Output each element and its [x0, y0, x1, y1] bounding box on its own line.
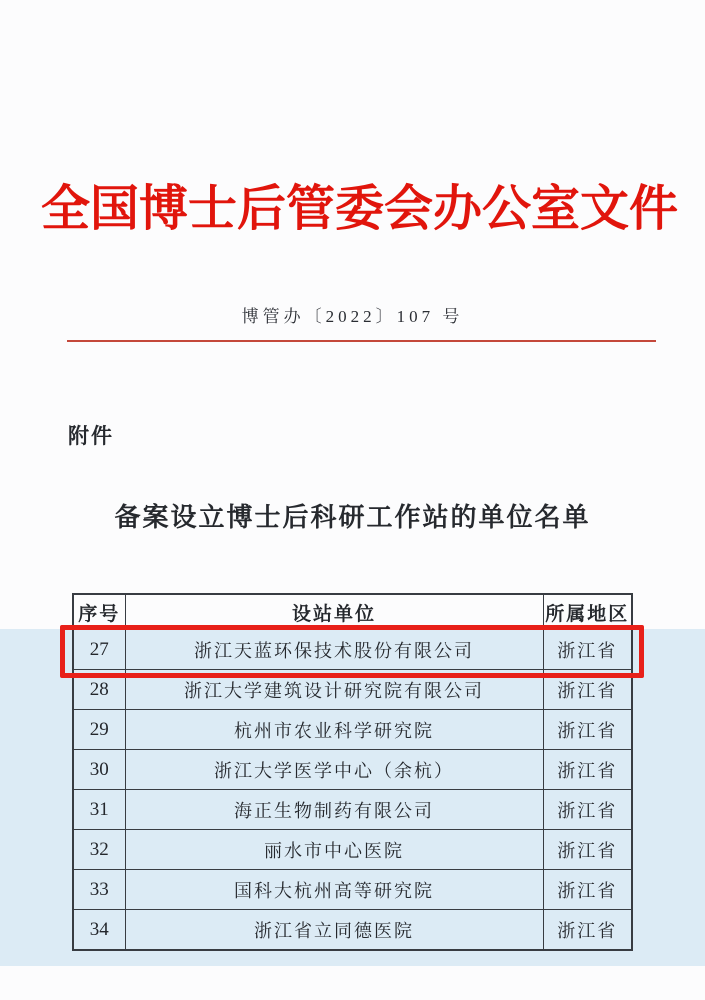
- region-name: 浙江省: [543, 830, 632, 870]
- region-name: 浙江省: [543, 910, 632, 951]
- header-cell-no: 序号: [73, 594, 125, 630]
- table-row-33: [73, 870, 632, 910]
- table-row-31: [73, 790, 632, 830]
- unit-name: 浙江天蓝环保技术股份有限公司: [125, 630, 543, 670]
- units-table: [72, 593, 633, 951]
- header-cell-unit: 设站单位: [125, 594, 543, 630]
- attachment-label: 附件: [68, 424, 114, 448]
- document-title: 全国博士后管委会办公室文件: [40, 181, 678, 236]
- region-name: 浙江省: [543, 870, 632, 910]
- unit-name: 丽水市中心医院: [125, 830, 543, 870]
- table-row-30: [73, 750, 632, 790]
- table-row-28: [73, 670, 632, 710]
- table-row-29: [73, 710, 632, 750]
- row-number: 28: [73, 670, 125, 710]
- row-number: 30: [73, 750, 125, 790]
- unit-name: 浙江大学医学中心（余杭）: [125, 750, 543, 790]
- row-number: 34: [73, 910, 125, 951]
- row-number: 33: [73, 870, 125, 910]
- region-name: 浙江省: [543, 750, 632, 790]
- unit-name: 海正生物制药有限公司: [125, 790, 543, 830]
- red-divider-line: [67, 340, 656, 342]
- header-cell-region: 所属地区: [543, 594, 632, 630]
- table-row-32: [73, 830, 632, 870]
- unit-name: 浙江省立同德医院: [125, 910, 543, 951]
- row-number: 29: [73, 710, 125, 750]
- unit-name: 浙江大学建筑设计研究院有限公司: [125, 670, 543, 710]
- row-number: 31: [73, 790, 125, 830]
- table-row-34: [73, 910, 632, 951]
- region-name: 浙江省: [543, 710, 632, 750]
- region-name: 浙江省: [543, 630, 632, 670]
- unit-name: 杭州市农业科学研究院: [125, 710, 543, 750]
- row-number: 27: [73, 630, 125, 670]
- region-name: 浙江省: [543, 790, 632, 830]
- list-title: 备案设立博士后科研工作站的单位名单: [114, 503, 591, 532]
- row-number: 32: [73, 830, 125, 870]
- table-header-row: [73, 594, 632, 630]
- table-row-27: [73, 630, 632, 670]
- document-number: 博管办〔2022〕107 号: [241, 307, 464, 326]
- unit-name: 国科大杭州高等研究院: [125, 870, 543, 910]
- region-name: 浙江省: [543, 670, 632, 710]
